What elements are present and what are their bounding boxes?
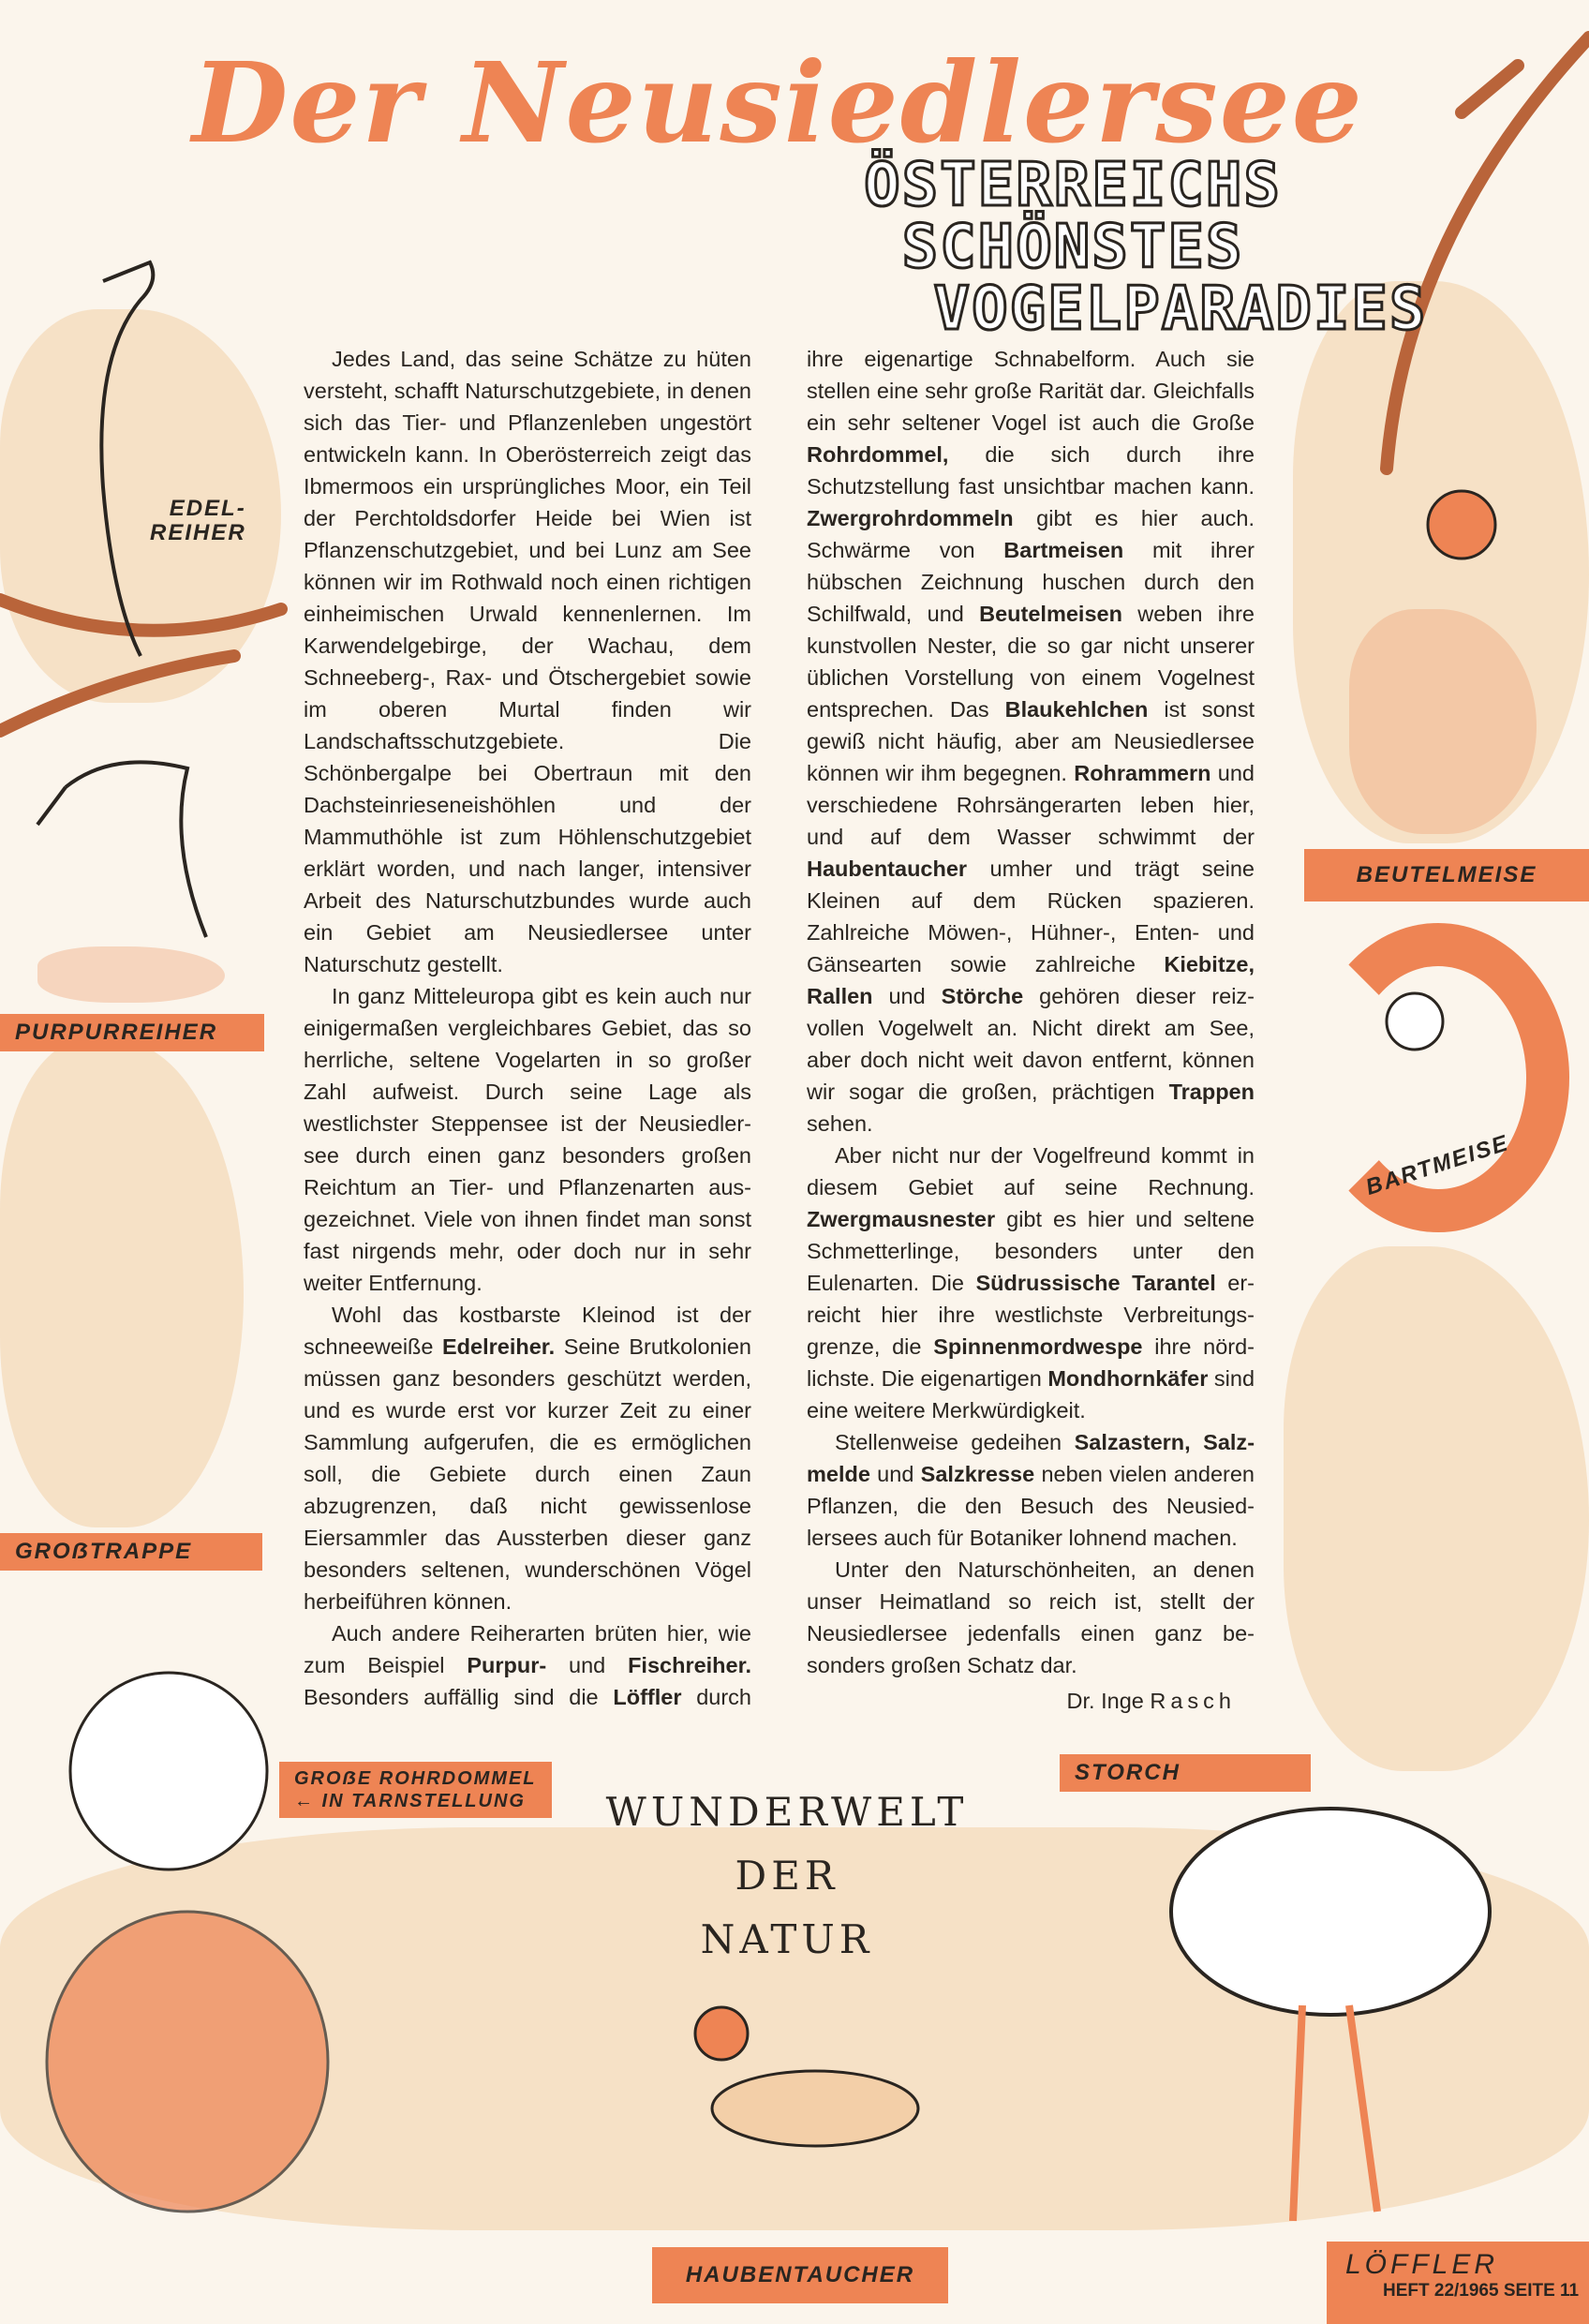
label-storch: STORCH <box>1060 1754 1311 1792</box>
label-beutelmeise: BEUTELMEISE <box>1304 849 1589 901</box>
text-run: Seine Brutkolonien müssen ganz besonders geschützt werden, und es wurde erst vor kurzer Zeit zu einer Sammlung aufgerufen, die es ermöglichen soll, die Gebiete durch einen Zaun abzugrenzen, daß nicht gewissenlose Eiersammler das Aussterben dieser ganz besonders seltenen, wunderschönen Vögel herbeiführen können. <box>304 1334 751 1614</box>
article-paragraph <box>807 1554 1255 1681</box>
highlighted-term: Salzastern, Salzmelde <box>807 1430 1255 1486</box>
article-paragraph <box>807 1426 1255 1554</box>
text-run: neben vielen anderen Pflanzen, die den Besuch des Neusiedlersees auch für Botaniker lohnend machen. <box>807 1462 1255 1550</box>
label-haubentaucher: HAUBENTAUCHER <box>652 2247 948 2303</box>
highlighted-term: Edelreiher. <box>442 1334 556 1359</box>
text-run: Auch andere Reiherarten brüten hier, wie zum Beispiel <box>304 1621 751 1677</box>
text-run: gibt es hier und seltene Schmetterlinge, besonders unter den Eulenarten. Die <box>807 1207 1255 1295</box>
subtitle-line: ÖSTERREICHS SCHÖNSTES <box>864 151 1282 282</box>
label-loeffler: LÖFFLER <box>1345 2249 1499 2280</box>
text-run: sehen. <box>807 1111 873 1136</box>
text-run: umher und trägt seine Kleinen auf dem Rücken spazieren. Zahlreiche Möwen-, Hühner-, Enten- und Gänsearten sowie zahlreiche <box>807 857 1255 976</box>
text-run: sind eine weitere Merkwürdigkeit. <box>807 1366 1255 1423</box>
text-run: gehören dieser reizvollen Vogelwelt an. Nicht direkt am See, aber doch nicht weit davon entfernt, können wir sogar die großen, prächtigen <box>807 984 1255 1104</box>
highlighted-term: Südrussische Tarantel <box>975 1271 1216 1295</box>
subtitle-line: VOGELPARADIES <box>933 275 1428 344</box>
label-line: EDEL- <box>169 496 246 521</box>
text-run: ist sonst gewiß nicht häufig, aber am Neusiedlersee können wir ihm begegnen. <box>807 697 1255 785</box>
text-run: mit ihrer hübschen Zeichnung huschen durch den Schilfwald, und <box>807 538 1255 626</box>
stork-illustration <box>1171 1809 1490 2221</box>
text-run: und <box>872 984 942 1008</box>
text-run: durch <box>681 1685 751 1709</box>
article-column-2 <box>807 343 1255 1717</box>
label-edelreiher <box>150 497 246 545</box>
text-run: Unter den Naturschönheiten, an denen unser Heimatland so reich ist, stellt der Neusiedlersee jedenfalls einen ganz besonders großen Schatz dar. <box>807 1557 1255 1677</box>
label-line: ← IN TARNSTELLUNG <box>294 1791 526 1811</box>
footer-box <box>1327 2242 1589 2324</box>
highlighted-term: Blaukehlchen <box>1004 697 1149 722</box>
author-prefix: Dr. Inge <box>1066 1689 1144 1713</box>
highlighted-term: Rohrdommel, <box>807 442 949 467</box>
highlighted-term: Zwergrohrdommeln <box>807 506 1014 530</box>
highlighted-term: Trappen <box>1168 1080 1255 1104</box>
feature-heading-line: NATUR <box>700 1916 874 1962</box>
bittern-illustration <box>47 1673 328 2212</box>
text-run: Stellenweise gedeihen <box>835 1430 1075 1454</box>
text-run: erreicht hier ihre westlichste Verbreitungsgrenze, die <box>807 1271 1255 1359</box>
article-paragraph <box>304 980 751 1299</box>
page-title: Der Neusiedlersee <box>192 37 1364 168</box>
text-run: und <box>546 1653 629 1677</box>
article-paragraph <box>304 1299 751 1617</box>
article-column-1 <box>304 343 751 1713</box>
article-paragraph <box>304 1617 751 1713</box>
feature-heading-line: WUNDERWELT <box>605 1789 969 1835</box>
grebe-illustration <box>695 2007 918 2146</box>
highlighted-term: Zwergmausnester <box>807 1207 996 1231</box>
highlighted-term: Salzkresse <box>920 1462 1035 1486</box>
label-purpurreiher: PURPURREIHER <box>0 1014 264 1051</box>
text-run: Wohl das kostbarste Kleinod ist der schneeweiße <box>304 1303 751 1359</box>
author-signature <box>807 1685 1255 1717</box>
issue-page-info: HEFT 22/1965 SEITE 11 <box>1383 2281 1580 2301</box>
label-line: GROẞE ROHRDOMMEL <box>294 1768 537 1789</box>
article-paragraph <box>807 1140 1255 1426</box>
highlighted-term: Mondhornkäfer <box>1047 1366 1209 1391</box>
text-run: In ganz Mitteleuropa gibt es kein auch nur einigermaßen vergleichbares Gebiet, das so herrliche, seltene Vogelarten in so großer Zahl aufweist. Durch seine Lage als westlichster Steppensee ist der Neusiedlersee durch einen ganz besonders großen Reichtum an Tier- und Pflanzenarten ausgezeichnet. Viele von ihnen findet man sonst fast nirgends mehr, oder doch nur in sehr weiter Entfernung. <box>304 984 751 1295</box>
label-grosstrappe: GROẞTRAPPE <box>0 1533 262 1571</box>
highlighted-term: Beutelmeisen <box>979 602 1122 626</box>
text-run: ihre eigenartige Schnabelform. Auch sie stellen eine sehr große Rarität dar. Gleichfalls ein sehr seltener Vogel ist auch die Große <box>807 347 1255 435</box>
bartmeise-ring <box>1307 923 1569 1232</box>
text-run: ihre nördlichste. Die eigenartigen <box>807 1334 1255 1391</box>
label-line: REIHER <box>150 520 246 545</box>
heron-illustration <box>37 262 206 937</box>
label-rohrdommel <box>279 1762 552 1818</box>
highlighted-term: Haubentaucher <box>807 857 968 881</box>
text-run: weben ihre kunstvollen Nester, die so gar nicht unserer üblichen Vorstellung von einem Vogelnest entsprechen. Das <box>807 602 1255 722</box>
highlighted-term: Störche <box>941 984 1024 1008</box>
text-run: gibt es hier auch. Schwärme von <box>807 506 1255 562</box>
text-run: Aber nicht nur der Vogelfreund kommt in diesem Gebiet auf seine Rechnung. <box>807 1143 1255 1199</box>
page-subtitle <box>675 151 1471 344</box>
text-run: Besonders auffällig sind die <box>304 1685 614 1709</box>
highlighted-term: Bartmeisen <box>1003 538 1124 562</box>
text-run: Jedes Land, das seine Schätze zu hüten versteht, schafft Naturschutzgebiete, in denen sich das Tier- und Pflanzenleben ungestört entwickeln kann. In Oberösterreich zeigt das Ibmermoos ein ursprüngliches Moor, ein Teil der Perchtoldsdorfer Heide bei Wien ist Pflanzenschutzgebiet, und bei Lunz am See können wir im Rothwald noch einen richtigen einheimischen Urwald kennenlernen. Im Karwendelgebirge, der Wachau, dem Schneeberg-, Rax- und Ötschergebiet sowie im oberen Murtal finden wir Landschaftsschutzgebiete. Die Schönbergalpe bei Obertraun mit den Dachsteinrieseneishöhlen und der Mammuthöhle ist zum Höhlenschutzgebiet erklärt worden, und nach langer, intensiver Arbeit des Naturschutzbundes wurde auch ein Gebiet am Neusiedlersee unter Naturschutz gestellt. <box>304 347 751 976</box>
highlighted-term: Kiebitze, Rallen <box>807 952 1255 1008</box>
feature-heading-line: DER <box>735 1853 839 1899</box>
highlighted-term: Rohrammern <box>1074 761 1211 785</box>
feature-heading <box>600 1780 974 1972</box>
highlighted-term: Spinnenmordwespe <box>933 1334 1143 1359</box>
label-bartmeise: BARTMEISE <box>1362 1130 1513 1200</box>
article-paragraph <box>807 343 1255 1140</box>
text-run: und <box>869 1462 921 1486</box>
text-run: und verschiedene Rohrsängerarten leben hier, und auf dem Wasser schwimmt der <box>807 761 1255 849</box>
highlighted-term: Fischreiher. <box>628 1653 751 1677</box>
highlighted-term: Purpur- <box>467 1653 547 1677</box>
text-run: die sich durch ihre Schutzstellung fast unsichtbar machen kann. <box>807 442 1255 499</box>
article-paragraph <box>304 343 751 980</box>
highlighted-term: Löffler <box>613 1685 682 1709</box>
author-surname: Rasch <box>1150 1689 1236 1713</box>
